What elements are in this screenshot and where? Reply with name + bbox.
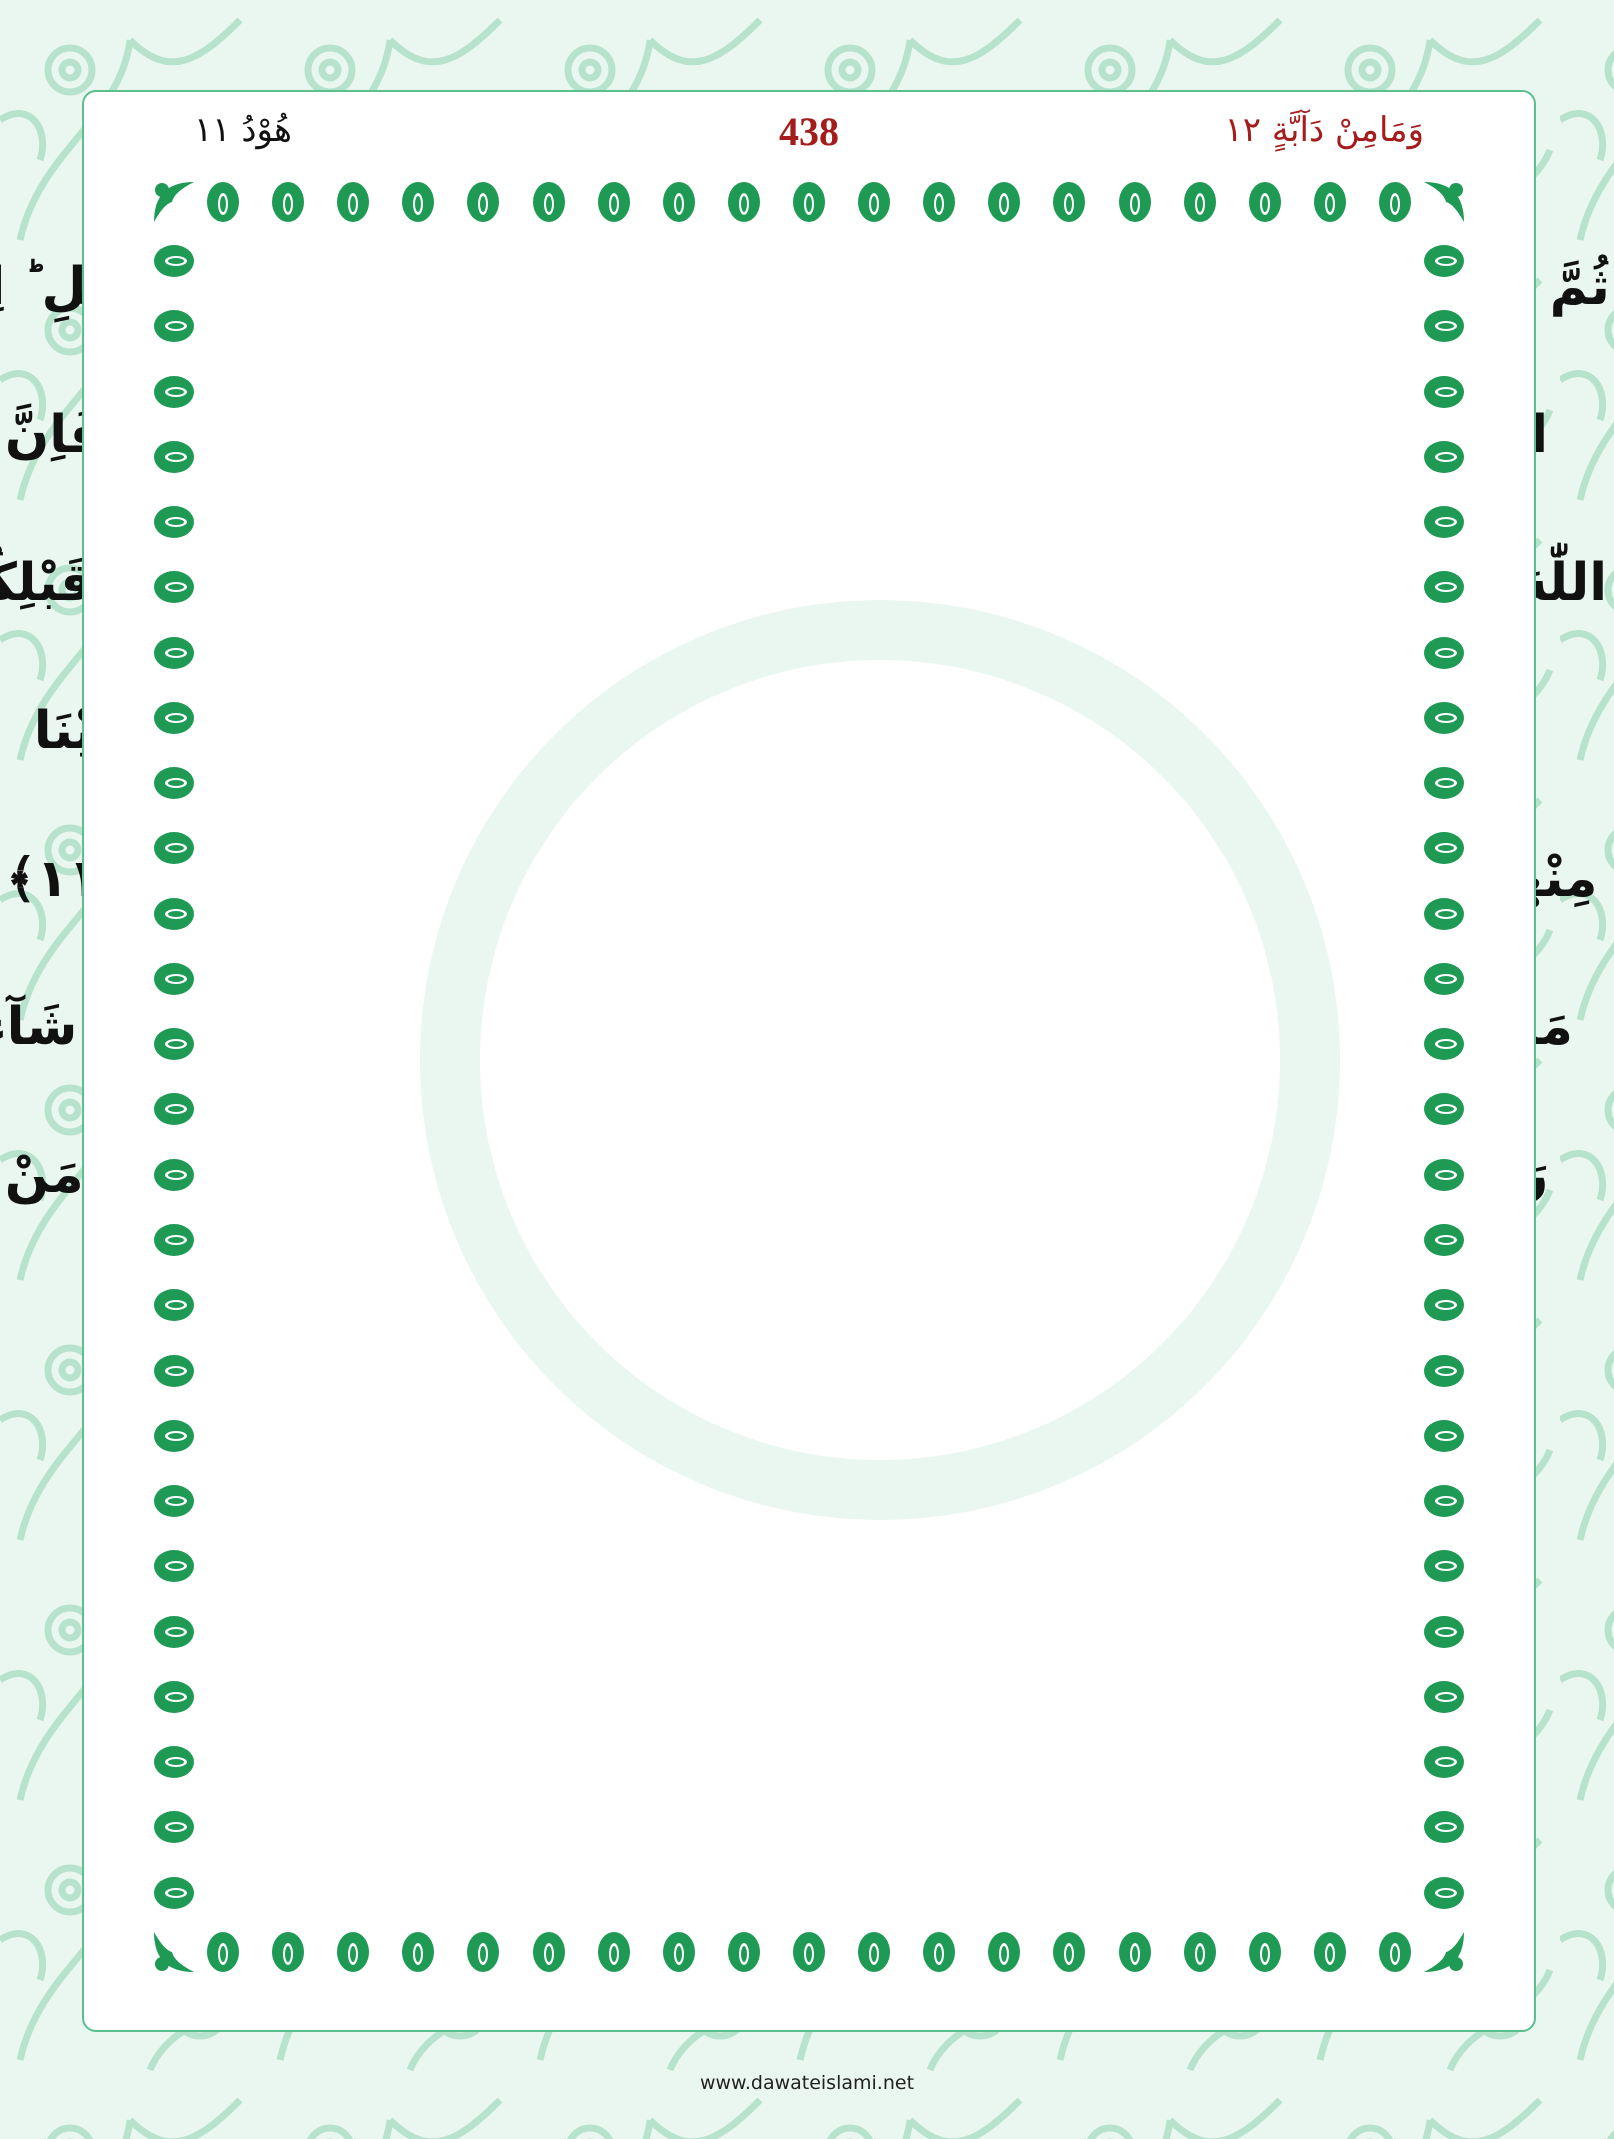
floral-motif-icon xyxy=(1422,1417,1466,1455)
floral-motif-icon xyxy=(152,895,196,933)
floral-motif-icon xyxy=(530,180,568,224)
floral-motif-icon xyxy=(152,1808,196,1846)
floral-motif-icon xyxy=(152,829,196,867)
quran-page xyxy=(82,90,1536,2032)
floral-motif-icon xyxy=(152,1417,196,1455)
floral-motif-icon xyxy=(855,1930,893,1974)
floral-motif-icon xyxy=(595,180,633,224)
floral-motif-icon xyxy=(1422,438,1466,476)
floral-motif-icon xyxy=(152,373,196,411)
floral-motif-icon xyxy=(152,699,196,737)
corner-ornament-icon xyxy=(1414,1922,1474,1982)
floral-motif-icon xyxy=(152,764,196,802)
website-link[interactable]: www.dawateislami.net xyxy=(699,2072,915,2094)
floral-motif-icon xyxy=(152,1156,196,1194)
floral-motif-icon xyxy=(1422,503,1466,541)
floral-motif-icon xyxy=(1422,764,1466,802)
floral-motif-icon xyxy=(1422,1352,1466,1390)
floral-motif-icon xyxy=(204,180,242,224)
floral-motif-icon xyxy=(1422,1874,1466,1912)
floral-motif-icon xyxy=(1422,1156,1466,1194)
floral-motif-icon xyxy=(1422,829,1466,867)
floral-motif-icon xyxy=(464,180,502,224)
floral-motif-icon xyxy=(152,1286,196,1324)
floral-motif-icon xyxy=(530,1930,568,1974)
border-top xyxy=(144,172,1474,232)
floral-motif-icon xyxy=(334,1930,372,1974)
corner-ornament-icon xyxy=(144,172,204,232)
floral-motif-icon xyxy=(1246,1930,1284,1974)
floral-motif-icon xyxy=(1116,180,1154,224)
page-header xyxy=(84,92,1534,162)
border-bottom xyxy=(144,1922,1474,1982)
floral-motif-icon xyxy=(152,1352,196,1390)
floral-motif-icon xyxy=(1376,1930,1414,1974)
floral-motif-icon xyxy=(1050,180,1088,224)
floral-motif-icon xyxy=(1376,180,1414,224)
floral-motif-icon xyxy=(1422,242,1466,280)
floral-motif-icon xyxy=(152,1547,196,1585)
floral-motif-icon xyxy=(855,180,893,224)
floral-motif-icon xyxy=(152,568,196,606)
border-right xyxy=(1414,232,1474,1922)
floral-motif-icon xyxy=(1181,180,1219,224)
floral-motif-icon xyxy=(985,1930,1023,1974)
floral-motif-icon xyxy=(985,180,1023,224)
corner-ornament-icon xyxy=(1414,172,1474,232)
floral-motif-icon xyxy=(204,1930,242,1974)
floral-motif-icon xyxy=(1422,1743,1466,1781)
floral-motif-icon xyxy=(1181,1930,1219,1974)
floral-motif-icon xyxy=(1422,1808,1466,1846)
floral-motif-icon xyxy=(399,1930,437,1974)
floral-motif-icon xyxy=(1422,1547,1466,1585)
floral-motif-icon xyxy=(1422,1221,1466,1259)
floral-motif-icon xyxy=(1311,180,1349,224)
floral-motif-icon xyxy=(152,503,196,541)
floral-motif-icon xyxy=(269,1930,307,1974)
floral-motif-icon xyxy=(1422,895,1466,933)
floral-motif-icon xyxy=(152,1678,196,1716)
floral-motif-icon xyxy=(1116,1930,1154,1974)
floral-motif-icon xyxy=(152,1874,196,1912)
floral-motif-icon xyxy=(152,242,196,280)
floral-motif-icon xyxy=(1422,699,1466,737)
floral-motif-icon xyxy=(152,1221,196,1259)
floral-motif-icon xyxy=(1246,180,1284,224)
floral-motif-icon xyxy=(152,1482,196,1520)
floral-motif-icon xyxy=(920,1930,958,1974)
floral-motif-icon xyxy=(1422,960,1466,998)
floral-motif-icon xyxy=(152,307,196,345)
floral-motif-icon xyxy=(269,180,307,224)
floral-motif-icon xyxy=(790,1930,828,1974)
corner-ornament-icon xyxy=(144,1922,204,1982)
floral-motif-icon xyxy=(1422,634,1466,672)
floral-motif-icon xyxy=(1422,1678,1466,1716)
floral-motif-icon xyxy=(1422,1090,1466,1128)
floral-motif-icon xyxy=(152,1090,196,1128)
floral-motif-icon xyxy=(152,960,196,998)
floral-motif-icon xyxy=(152,1613,196,1651)
floral-motif-icon xyxy=(920,180,958,224)
floral-motif-icon xyxy=(1422,1613,1466,1651)
floral-motif-icon xyxy=(790,180,828,224)
ornamental-border xyxy=(144,172,1474,1982)
floral-motif-icon xyxy=(1422,373,1466,411)
floral-motif-icon xyxy=(334,180,372,224)
floral-motif-icon xyxy=(152,1743,196,1781)
floral-motif-icon xyxy=(660,180,698,224)
floral-motif-icon xyxy=(1422,1286,1466,1324)
juz-name: وَمَامِنْ دَآبَّةٍ ١٢ xyxy=(1224,110,1424,150)
floral-motif-icon xyxy=(725,1930,763,1974)
floral-motif-icon xyxy=(1050,1930,1088,1974)
floral-motif-icon xyxy=(1311,1930,1349,1974)
page-number: 438 xyxy=(779,109,839,154)
border-left xyxy=(144,232,204,1922)
floral-motif-icon xyxy=(152,634,196,672)
floral-motif-icon xyxy=(1422,568,1466,606)
floral-motif-icon xyxy=(1422,1482,1466,1520)
floral-motif-icon xyxy=(660,1930,698,1974)
floral-motif-icon xyxy=(152,438,196,476)
floral-motif-icon xyxy=(725,180,763,224)
floral-motif-icon xyxy=(464,1930,502,1974)
surah-name: هُوْدُ ١١ xyxy=(194,110,292,150)
floral-motif-icon xyxy=(1422,307,1466,345)
floral-motif-icon xyxy=(595,1930,633,1974)
floral-motif-icon xyxy=(152,1025,196,1063)
floral-motif-icon xyxy=(399,180,437,224)
floral-motif-icon xyxy=(1422,1025,1466,1063)
